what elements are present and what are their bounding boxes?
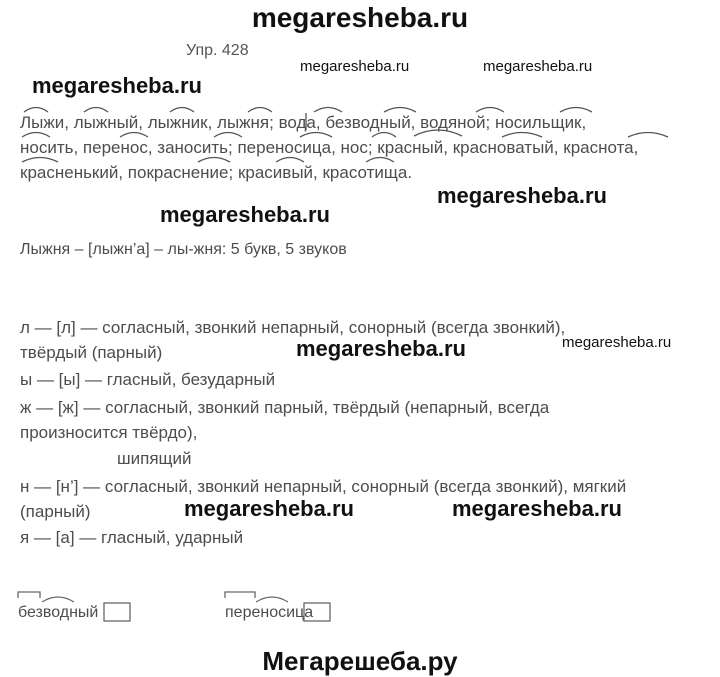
morpheme-word: переносица [225, 604, 314, 621]
analysis-line: я — [а] — гласный, ударный [20, 528, 244, 547]
watermark: megaresheba.ru [483, 58, 593, 75]
word-line: Лыжи, лыжный, лыжник, лыжня; вода, безводный, водяной; носильщик, [20, 113, 587, 132]
analysis-line: (парный) [20, 502, 91, 521]
watermark: megaresheba.ru [562, 334, 672, 351]
footer-site-name: Мегарешеба.ру [262, 646, 458, 676]
analysis-line: н — [н’] — согласный, звонкий непарный, сонорный (всегда звонкий), мягкий [20, 477, 627, 496]
analysis-line: л — [л] — согласный, звонкий непарный, сонорный (всегда звонкий), [20, 318, 566, 337]
watermark: megaresheba.ru [160, 202, 330, 227]
word-line: красненький, покраснение; красивый, красотища. [20, 163, 413, 182]
word-line: носить, перенос, заносить; переносица, нос; красный, красноватый, краснота, [20, 138, 639, 157]
watermark: megaresheba.ru [296, 336, 466, 361]
analysis-line: шипящий [117, 449, 192, 468]
phonetic-header: Лыжня – [лыжн’а] – лы-жня: 5 букв, 5 звуков [20, 241, 347, 258]
watermark: megaresheba.ru [300, 58, 410, 75]
morpheme-word: безводный [18, 604, 99, 621]
analysis-line: произносится твёрдо), [20, 423, 198, 442]
watermark: megaresheba.ru [32, 73, 202, 98]
watermark: megaresheba.ru [184, 496, 354, 521]
analysis-line: твёрдый (парный) [20, 343, 163, 362]
analysis-line: ы — [ы] — гласный, безударный [20, 370, 276, 389]
watermark: megaresheba.ru [452, 496, 622, 521]
exercise-title: Упр. 428 [186, 42, 249, 59]
watermark: megaresheba.ru [437, 183, 607, 208]
watermark-top: megaresheba.ru [251, 2, 469, 33]
analysis-line: ж — [ж] — согласный, звонкий парный, твёрдый (непарный, всегда [20, 398, 550, 417]
